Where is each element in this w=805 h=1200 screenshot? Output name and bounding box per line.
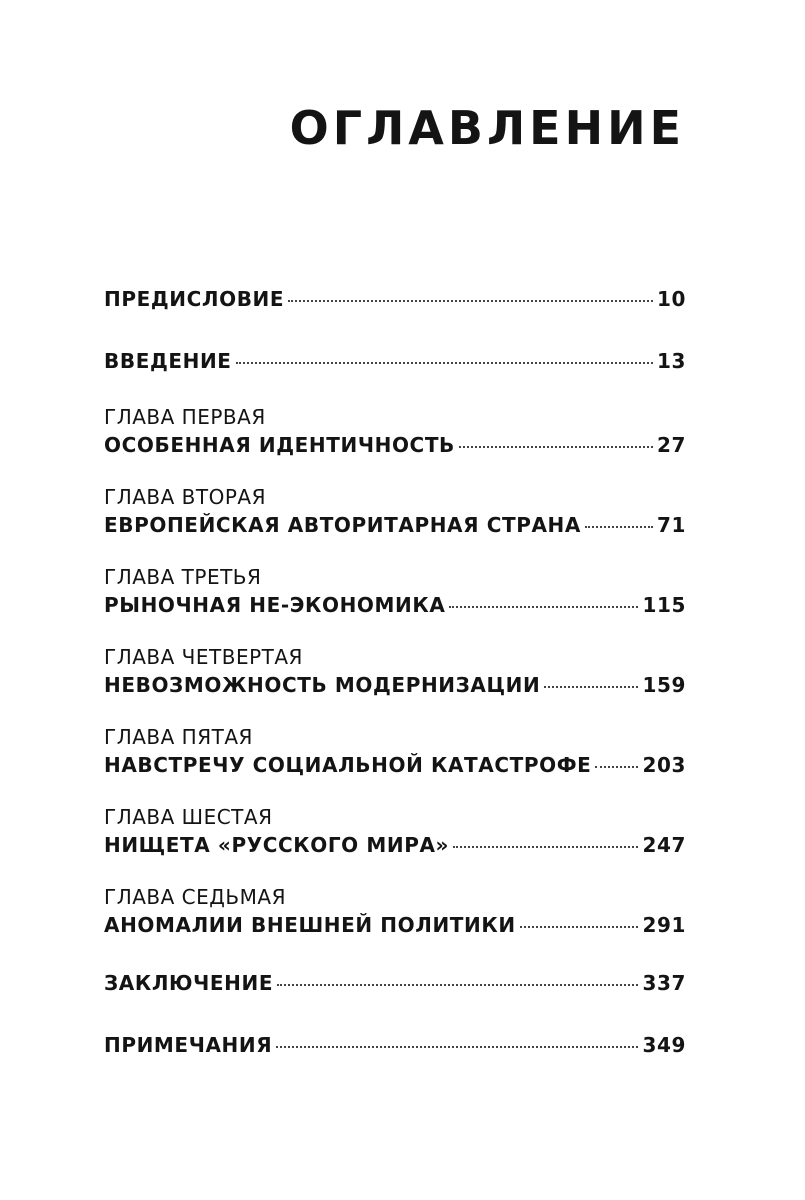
toc-heading[interactable]: ПРЕДИСЛОВИЕ	[104, 287, 285, 311]
chapter-label: ГЛАВА ТРЕТЬЯ	[104, 565, 262, 589]
toc-entry-chapter-5[interactable]	[104, 724, 686, 804]
toc-page-number: 337	[642, 971, 686, 995]
dot-leader	[520, 926, 639, 928]
dot-leader	[449, 606, 638, 608]
toc-heading[interactable]: НИЩЕТА «РУССКОГО МИРА»	[104, 833, 450, 857]
toc-entry-introduction[interactable]	[104, 346, 686, 404]
toc-page-number: 71	[656, 513, 686, 537]
toc-line	[104, 284, 686, 314]
toc-heading[interactable]: ВВЕДЕНИЕ	[104, 349, 232, 373]
dot-leader	[236, 362, 653, 364]
toc-heading[interactable]: РЫНОЧНАЯ НЕ-ЭКОНОМИКА	[104, 593, 446, 617]
chapter-label: ГЛАВА ПЕРВАЯ	[104, 405, 266, 429]
toc-entry-chapter-1[interactable]	[104, 404, 686, 484]
toc-line	[104, 590, 686, 620]
toc-heading[interactable]: ЕВРОПЕЙСКАЯ АВТОРИТАРНАЯ СТРАНА	[104, 513, 581, 537]
chapter-label: ГЛАВА ЧЕТВЕРТАЯ	[104, 645, 303, 669]
toc-page-number: 349	[642, 1033, 686, 1057]
toc-line	[104, 510, 686, 540]
toc-line	[104, 968, 686, 998]
toc-page-number: 247	[642, 833, 686, 857]
toc-entry-chapter-2[interactable]	[104, 484, 686, 564]
toc-entry-chapter-6[interactable]	[104, 804, 686, 884]
toc-heading[interactable]: АНОМАЛИИ ВНЕШНЕЙ ПОЛИТИКИ	[104, 913, 516, 937]
toc-heading[interactable]: НАВСТРЕЧУ СОЦИАЛЬНОЙ КАТАСТРОФЕ	[104, 753, 592, 777]
toc-heading[interactable]: НЕВОЗМОЖНОСТЬ МОДЕРНИЗАЦИИ	[104, 673, 541, 697]
toc-line	[104, 910, 686, 940]
dot-leader	[459, 446, 653, 448]
chapter-label: ГЛАВА ВТОРАЯ	[104, 485, 266, 509]
chapter-label: ГЛАВА ШЕСТАЯ	[104, 805, 273, 829]
toc-heading[interactable]: ЗАКЛЮЧЕНИЕ	[104, 971, 274, 995]
dot-leader	[595, 766, 638, 768]
toc-entry-notes[interactable]	[104, 1030, 686, 1088]
dot-leader	[288, 300, 653, 302]
toc-line	[104, 430, 686, 460]
toc-entry-chapter-4[interactable]	[104, 644, 686, 724]
dot-leader	[276, 1046, 638, 1048]
toc-page-number: 27	[656, 433, 686, 457]
toc-line	[104, 346, 686, 376]
toc-line	[104, 670, 686, 700]
toc-page-number: 13	[656, 349, 686, 373]
dot-leader	[585, 526, 653, 528]
dot-leader	[544, 686, 638, 688]
toc-page-number: 203	[642, 753, 686, 777]
toc-entry-chapter-3[interactable]	[104, 564, 686, 644]
toc-line	[104, 830, 686, 860]
chapter-label: ГЛАВА ПЯТАЯ	[104, 725, 253, 749]
toc-heading[interactable]: ПРИМЕЧАНИЯ	[104, 1033, 273, 1057]
toc-page-number: 10	[656, 287, 686, 311]
dot-leader	[277, 984, 638, 986]
table-of-contents	[104, 280, 686, 1088]
toc-heading[interactable]: ОСОБЕННАЯ ИДЕНТИЧНОСТЬ	[104, 433, 455, 457]
toc-entry-chapter-7[interactable]	[104, 884, 686, 964]
chapter-label: ГЛАВА СЕДЬМАЯ	[104, 885, 286, 909]
toc-page-number: 159	[642, 673, 686, 697]
toc-entry-preface[interactable]	[104, 284, 686, 342]
toc-entry-conclusion[interactable]	[104, 968, 686, 1026]
toc-page-number: 115	[642, 593, 686, 617]
dot-leader	[453, 846, 638, 848]
toc-page-number: 291	[642, 913, 686, 937]
toc-line	[104, 750, 686, 780]
toc-line	[104, 1030, 686, 1060]
page-title: ОГЛАВЛЕНИЕ	[289, 101, 685, 155]
